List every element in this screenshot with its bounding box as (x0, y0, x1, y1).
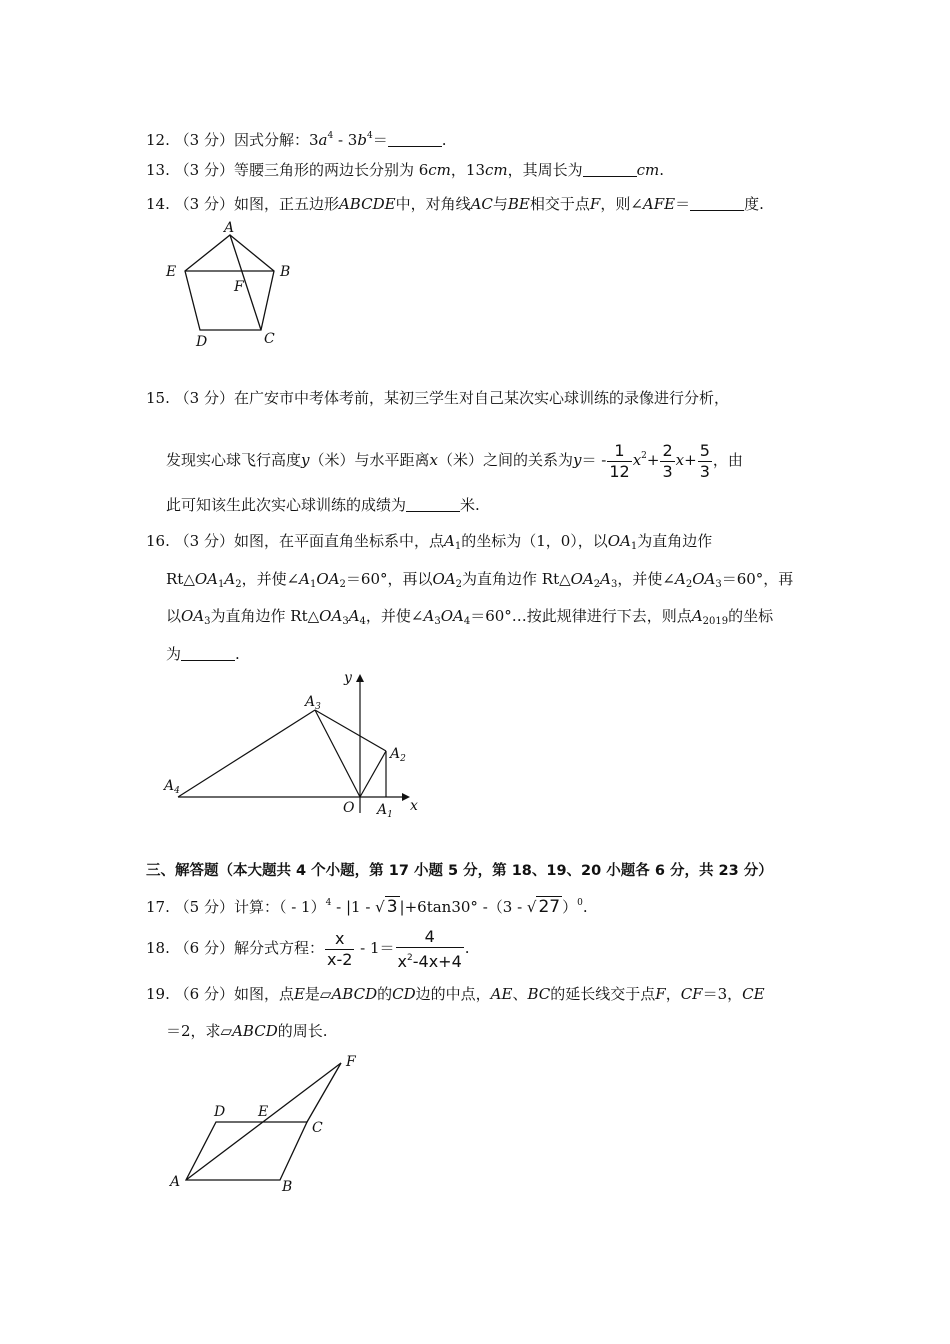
sqrt-27: √ 27 (526, 897, 561, 917)
question-17 (146, 893, 588, 917)
unit: cm (485, 161, 508, 179)
period: . (235, 645, 240, 663)
label-a1-sub: 1 (387, 810, 393, 818)
fraction-5-3 (698, 441, 712, 482)
eq: ＝ (372, 131, 388, 149)
subscript: 3 (342, 616, 349, 627)
label-a1-letter: A (377, 802, 388, 818)
label-c: C (264, 331, 275, 347)
axis-label-x: x (410, 798, 418, 814)
segment-oa: OA (692, 570, 716, 588)
subscript: 3 (204, 616, 211, 627)
radicand: 3 (386, 897, 398, 917)
den-x: x (397, 951, 408, 971)
q19-text: 的 (377, 985, 393, 1003)
var-x: x (675, 451, 685, 469)
point-a: A (348, 607, 360, 625)
sqrt-3: √ 3 (375, 897, 398, 917)
question-19-line-2 (166, 1021, 328, 1041)
q13-text: 等腰三角形的两边长分别为 6 (233, 161, 429, 179)
fraction-x-over-x-2 (325, 929, 354, 970)
question-16-line-3 (166, 606, 773, 632)
segment-oa: OA (432, 570, 456, 588)
denominator: 3 (699, 461, 710, 481)
q19-text: 的周长. (277, 1022, 328, 1040)
unit: cm (428, 161, 451, 179)
q15-text: 发现实心球飞行高度 (166, 451, 302, 469)
label-f: F (346, 1054, 356, 1070)
question-number: 17. (146, 898, 170, 916)
score: （3 分） (174, 131, 234, 149)
q15-text: （米）之间的关系为 (437, 451, 573, 469)
q15-text: （米）与水平距离 (309, 451, 430, 469)
answer-blank (181, 646, 235, 661)
q18-text: 解分式方程： (233, 939, 324, 957)
point-a: A (691, 607, 703, 625)
answer-blank (583, 162, 637, 177)
label-b: B (280, 264, 291, 280)
label-a2-sub: 2 (400, 754, 406, 764)
q16-text: 的坐标 (728, 607, 774, 625)
q16-text: Rt△ (166, 570, 195, 588)
eq-sign: ＝ - (581, 451, 607, 469)
q12-minus: - 3 (333, 131, 358, 149)
label-a4-sub: 4 (174, 786, 180, 796)
shape-name: ABCDE (338, 195, 396, 213)
fraction-1-12 (607, 441, 631, 482)
q17-text: 计算：（ - 1） (233, 898, 326, 916)
line-c-f (307, 1063, 341, 1122)
point-name: F (589, 195, 601, 213)
question-number: 13. (146, 161, 170, 179)
q16-text: 如图，在平面直角坐标系中，点 (233, 532, 444, 550)
q16-text: ，并使∠ (365, 607, 424, 625)
y-axis-arrow (356, 674, 364, 682)
q14-text: 如图，正五边形 (233, 195, 339, 213)
q19-text: ＝3， (702, 985, 743, 1003)
segment-oa: OA (440, 607, 464, 625)
point-a: A (224, 570, 236, 588)
radicand: 27 (538, 897, 561, 917)
q14-text: 与 (492, 195, 508, 213)
angle-name: AFE (642, 195, 676, 213)
point-a: A (443, 532, 455, 550)
segment-name: BE (507, 195, 530, 213)
exp: 4 (327, 131, 334, 141)
fraction-2-3 (660, 441, 674, 482)
q16-text: 以 (166, 607, 182, 625)
question-number: 19. (146, 985, 170, 1003)
segment-oa: OA (570, 570, 594, 588)
den-rest: -4x+4 (412, 951, 462, 971)
score: （6 分） (174, 985, 234, 1003)
numerator: 4 (424, 926, 435, 946)
q16-text: 为直角边作 Rt△ (462, 570, 571, 588)
q16-text: 为直角边作 Rt△ (210, 607, 320, 625)
q19-text: ， (665, 985, 681, 1003)
q15-text: 在广安市中考体考前，某初三学生对自己某次实心球训练的录像进行分析， (233, 389, 729, 407)
segment-name: AE (490, 985, 513, 1003)
subscript: 4 (463, 616, 471, 627)
score: （6 分） (174, 939, 234, 957)
score: （3 分） (174, 532, 234, 550)
question-number: 14. (146, 195, 170, 213)
exp: 4 (325, 898, 332, 908)
point-e: E (293, 985, 305, 1003)
score: （3 分） (174, 195, 234, 213)
subscript: 4 (359, 616, 366, 627)
label-f: F (234, 279, 244, 295)
score: （5 分） (174, 898, 234, 916)
question-number: 16. (146, 532, 170, 550)
eq: ＝ (675, 195, 691, 213)
q19-text: ＝2，求▱ (166, 1022, 233, 1040)
label-a3 (303, 694, 321, 712)
subscript: 2 (593, 579, 601, 590)
segment-name: CF (680, 985, 703, 1003)
segment-oa: OA (607, 532, 631, 550)
plus: + (684, 451, 697, 469)
q12-text: 因式分解：3 (233, 131, 319, 149)
subscript: 1 (630, 541, 638, 552)
label-a: A (170, 1174, 181, 1190)
subscript: 2019 (702, 616, 729, 627)
q14-text: 度. (744, 195, 764, 213)
segment-oa: OA (181, 607, 205, 625)
numerator: 5 (699, 440, 710, 460)
period: . (659, 161, 665, 179)
label-e: E (258, 1104, 269, 1120)
label-b: B (282, 1179, 293, 1195)
q16-text: 的坐标为（1，0），以 (461, 532, 608, 550)
q16-text: ＝60°，再 (721, 570, 794, 588)
q19-text: 是▱ (304, 985, 332, 1003)
shape-name: ABCD (232, 1022, 278, 1040)
denominator: 12 (609, 461, 630, 481)
q19-text: 边的中点， (415, 985, 491, 1003)
unit: cm (636, 161, 660, 179)
denominator: x-2 (326, 949, 353, 969)
parallelogram-abcd (186, 1122, 307, 1180)
label-a4 (162, 778, 180, 796)
q15-text: 米. (460, 496, 480, 514)
question-16-line-4 (166, 644, 240, 664)
period: . (464, 939, 470, 957)
q14-text: ，则∠ (600, 195, 643, 213)
question-number: 15. (146, 389, 170, 407)
q18-text: - 1＝ (355, 939, 395, 957)
question-19-line-1 (146, 984, 765, 1004)
coordinate-figure (160, 668, 430, 818)
exp: 4 (366, 131, 373, 141)
label-a4-letter: A (164, 778, 175, 794)
segment-o-a2 (360, 751, 386, 797)
var-x: x (429, 451, 438, 469)
subscript: 3 (715, 579, 722, 590)
q14-text: 相交于点 (529, 195, 590, 213)
label-a: A (224, 220, 235, 236)
subscript: 2 (339, 579, 346, 590)
segment-name: CD (392, 985, 416, 1003)
label-a3-sub: 3 (315, 702, 321, 712)
q15-text: ，由 (712, 451, 743, 469)
q17-text: - |1 - (331, 898, 376, 916)
subscript: 1 (218, 579, 225, 590)
question-14 (146, 194, 764, 214)
q16-text: 为直角边作 (637, 532, 713, 550)
exp: 2 (407, 952, 413, 963)
label-d: D (214, 1104, 226, 1120)
point-a: A (674, 570, 686, 588)
label-a1 (375, 802, 393, 818)
subscript: 1 (454, 541, 462, 552)
q19-text: 如图，点 (233, 985, 294, 1003)
segment-oa: OA (316, 570, 340, 588)
question-number: 12. (146, 131, 170, 149)
q19-text: 、 (512, 985, 528, 1003)
point-a: A (299, 570, 311, 588)
q14-text: 中，对角线 (395, 195, 471, 213)
label-a2-letter: A (390, 746, 401, 762)
subscript: 3 (611, 579, 618, 590)
segment-name: BC (527, 985, 551, 1003)
var-y: y (573, 451, 582, 469)
subscript: 2 (455, 579, 463, 590)
question-13 (146, 160, 664, 180)
subscript: 3 (434, 616, 441, 627)
point-a: A (600, 570, 612, 588)
q17-text: ） (562, 898, 578, 916)
segment-a3-a4 (178, 710, 315, 797)
segment-oa: OA (194, 570, 218, 588)
var-a: a (318, 131, 328, 149)
exp: 2 (641, 451, 647, 461)
answer-blank (690, 196, 744, 211)
fraction-4-over-quadratic (396, 927, 464, 972)
q13-text: ，其周长为 (507, 161, 583, 179)
q19-text: 的延长线交于点 (550, 985, 656, 1003)
q13-text: ，13 (450, 161, 485, 179)
shape-name: ABCD (331, 985, 378, 1003)
denominator: 3 (662, 461, 673, 481)
label-d: D (196, 334, 208, 350)
subscript: 2 (235, 579, 242, 590)
score: （3 分） (174, 161, 234, 179)
numerator: 1 (614, 440, 625, 460)
axis-label-y: y (344, 670, 352, 686)
denominator (396, 947, 464, 972)
q16-text: ，并使∠ (241, 570, 300, 588)
subscript: 2 (685, 579, 693, 590)
label-e: E (166, 264, 177, 280)
var-y: y (301, 451, 310, 469)
score: （3 分） (174, 389, 234, 407)
question-12 (146, 126, 446, 150)
label-a2 (388, 746, 406, 764)
exp: 0 (577, 898, 583, 908)
question-16-line-1 (146, 531, 712, 557)
label-o: O (343, 800, 355, 816)
period: . (582, 898, 588, 916)
label-c: C (312, 1120, 323, 1136)
parallelogram-figure (160, 1050, 380, 1200)
pentagon-outline (185, 235, 274, 330)
question-15-line-1 (146, 388, 729, 408)
answer-blank (406, 497, 460, 512)
q16-text: 为 (166, 645, 182, 663)
segment-name: CE (742, 985, 765, 1003)
point-f: F (655, 985, 666, 1003)
q16-text: ＝60°…按此规律进行下去，则点 (470, 607, 692, 625)
segment-oa: OA (319, 607, 343, 625)
x-axis-arrow (402, 793, 410, 801)
question-16-line-2 (166, 569, 793, 595)
section-title: 三、解答题（本大题共 4 个小题，第 17 小题 5 分，第 18、19、20 小题各 6 分，共 23 分） (146, 863, 773, 879)
point-a: A (423, 607, 435, 625)
plus: + (646, 451, 660, 469)
question-number: 18. (146, 939, 170, 957)
var-b: b (357, 131, 367, 149)
question-15-line-3 (166, 495, 480, 515)
q15-text: 此可知该生此次实心球训练的成绩为 (166, 496, 407, 514)
numerator: x (334, 928, 345, 948)
label-a3-letter: A (305, 694, 316, 710)
question-18 (146, 926, 470, 972)
q17-text: |+6tan30° -（3 - (399, 898, 527, 916)
q16-text: ＝60°，再以 (345, 570, 433, 588)
pentagon-figure (160, 218, 310, 353)
period: . (441, 131, 447, 149)
var-x: x (632, 451, 642, 469)
numerator: 2 (662, 440, 673, 460)
segment-name: AC (470, 195, 493, 213)
subscript: 1 (310, 579, 317, 590)
question-15-line-2 (166, 436, 743, 482)
q16-text: ，并使∠ (617, 570, 675, 588)
answer-blank (388, 132, 442, 147)
